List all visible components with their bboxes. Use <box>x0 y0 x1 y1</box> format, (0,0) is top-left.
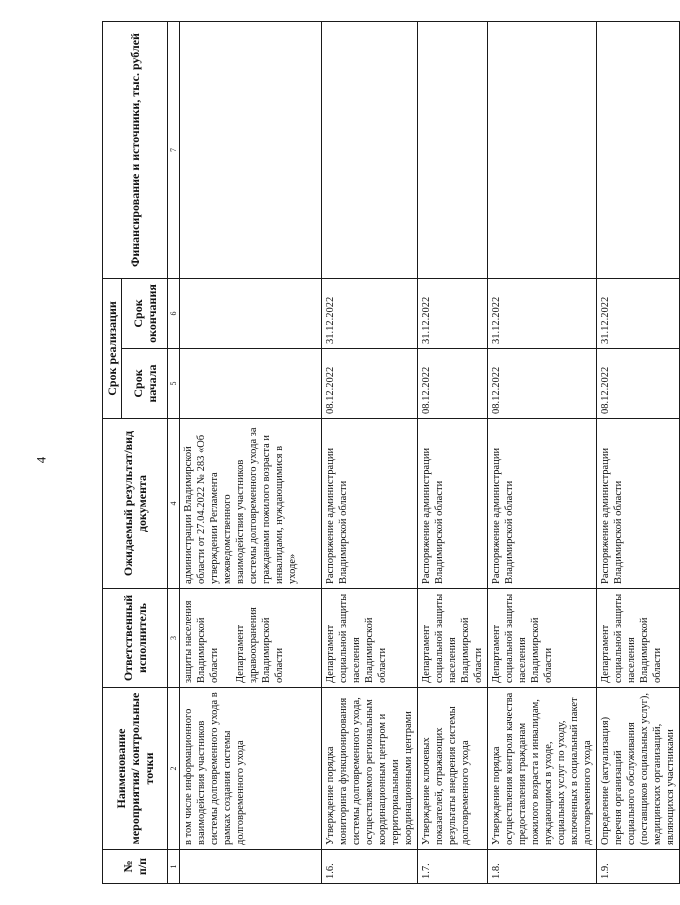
row-end <box>180 278 322 348</box>
column-index: 4 <box>168 419 180 589</box>
table-row <box>418 21 488 883</box>
row-name: Утверждение порядка мониторинга функционирования системы долговременного ухода, осуществляемого региональным координационным центром и территориальными координационными центрами <box>322 688 418 850</box>
row-start: 08.12.2022 <box>322 349 418 419</box>
row-end: 31.12.2022 <box>488 278 597 348</box>
column-index: 3 <box>168 589 180 688</box>
row-end: 31.12.2022 <box>418 278 488 348</box>
plan-table <box>102 21 680 884</box>
row-result: Распоряжение администрации Владимирской области <box>418 419 488 589</box>
row-exec: защиты населения Владимирской области Департамент здравоохранения Владимирской области <box>180 589 322 688</box>
row-finance <box>322 21 418 278</box>
row-exec: Департамент социальной защиты населения Владимирской области <box>418 589 488 688</box>
column-index: 1 <box>168 850 180 884</box>
rotated-table-container <box>102 22 676 884</box>
row-num <box>180 850 322 884</box>
row-name: Утверждение порядка осуществления контроля качества предоставления гражданам пожилого возраста и инвалидам, нуждающимся в уходе, социальных услуг по уходу, включенных в социальный пакет долговременного ухода <box>488 688 597 850</box>
header-num: № п/п <box>103 850 168 884</box>
row-result: Распоряжение администрации Владимирской области <box>488 419 597 589</box>
column-index: 5 <box>168 349 180 419</box>
row-finance <box>488 21 597 278</box>
row-end: 31.12.2022 <box>322 278 418 348</box>
column-index-row <box>168 21 180 883</box>
row-start: 08.12.2022 <box>597 349 680 419</box>
column-index: 2 <box>168 688 180 850</box>
row-name: Определение (актуализация) перечня организаций социального обслуживания (поставщиков социальных услуг), медицинских организаций, являющихся участниками <box>597 688 680 850</box>
table-row <box>180 21 322 883</box>
column-index: 6 <box>168 278 180 348</box>
page-number: 4 <box>33 456 49 464</box>
row-finance <box>597 21 680 278</box>
header-result: Ожидаемый результат/вид документа <box>103 419 168 589</box>
row-name: в том числе информационного взаимодействия участников системы долговременного ухода в рамках создания системы долговременного ухода <box>180 688 322 850</box>
header-finance: Финансирование и источники, тыс. рублей <box>103 21 168 278</box>
row-start: 08.12.2022 <box>488 349 597 419</box>
row-end: 31.12.2022 <box>597 278 680 348</box>
row-result: Распоряжение администрации Владимирской области <box>597 419 680 589</box>
row-exec: Департамент социальной защиты населения Владимирской области <box>322 589 418 688</box>
row-num: 1.6. <box>322 850 418 884</box>
row-start <box>180 349 322 419</box>
row-finance <box>418 21 488 278</box>
header-period: Срок реализации <box>103 278 122 418</box>
row-finance <box>180 21 322 278</box>
header-name: Наименование мероприятия/ контрольные точки <box>103 688 168 850</box>
table-row <box>488 21 597 883</box>
row-result: Распоряжение администрации Владимирской области <box>322 419 418 589</box>
row-start: 08.12.2022 <box>418 349 488 419</box>
table-row <box>322 21 418 883</box>
header-start: Срок начала <box>122 349 168 419</box>
row-name: Утверждение ключевых показателей, отражающих результаты внедрения системы долговременного ухода <box>418 688 488 850</box>
row-num: 1.8. <box>488 850 597 884</box>
row-exec: Департамент социальной защиты населения Владимирской области <box>488 589 597 688</box>
table-row <box>597 21 680 883</box>
row-result: администрации Владимирской области от 27.04.2022 № 283 «Об утверждении Регламента межведомственного взаимодействия участников системы долговременного ухода за гражданами пожилого возраста и инвалидами, нуждающимися в уходе» <box>180 419 322 589</box>
column-index: 7 <box>168 21 180 278</box>
row-exec: Департамент социальной защиты населения Владимирской области <box>597 589 680 688</box>
row-num: 1.9. <box>597 850 680 884</box>
row-num: 1.7. <box>418 850 488 884</box>
header-exec: Ответственный исполнитель <box>103 589 168 688</box>
header-end: Срок окончания <box>122 278 168 348</box>
